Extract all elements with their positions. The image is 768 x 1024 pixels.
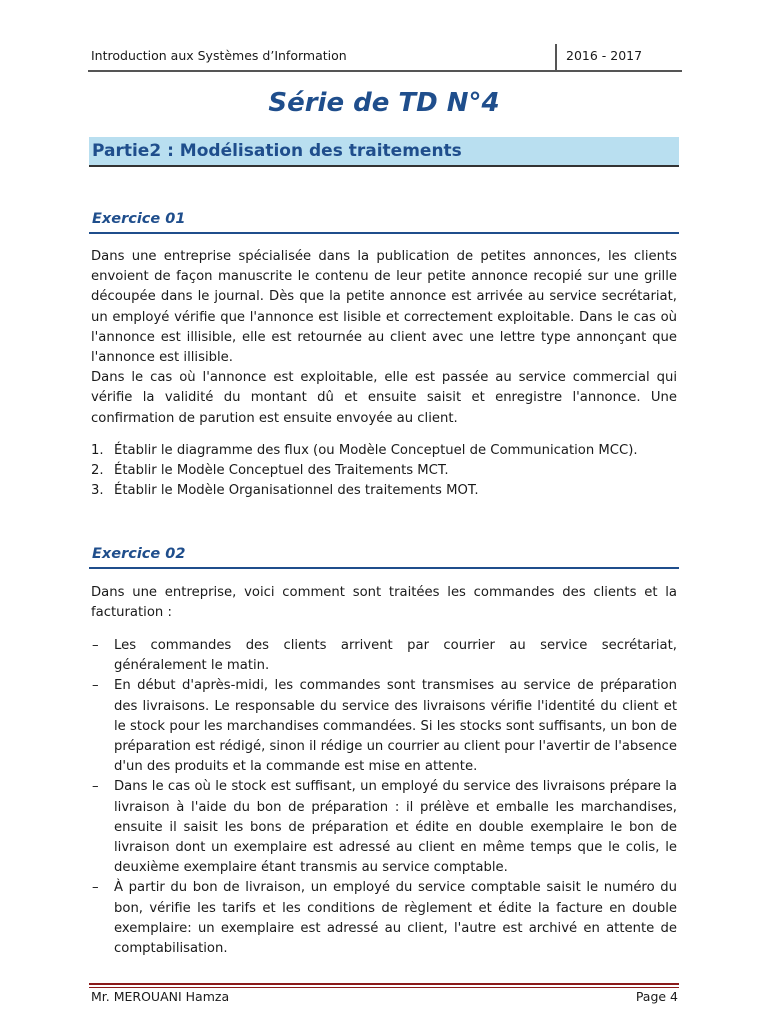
task-number: 2. [91, 463, 104, 479]
dash-bullet: – [92, 779, 99, 795]
task-text: Établir le diagramme des flux (ou Modèle Conceptuel de Communication MCC). [114, 443, 638, 458]
exercise-1-statement [91, 247, 677, 429]
process-text: Les commandes des clients arrivent par courrier au service secrétariat, généralement le matin. [114, 638, 677, 674]
page-header [88, 44, 682, 72]
dash-bullet: – [92, 678, 99, 694]
task-number: 1. [91, 443, 104, 458]
academic-year: 2016 - 2017 [566, 48, 643, 63]
footer-rule [89, 983, 679, 985]
process-item [91, 777, 677, 878]
dash-bullet: – [92, 638, 99, 653]
task-number: 3. [91, 483, 104, 499]
task-item [91, 461, 677, 481]
task-item [91, 481, 677, 501]
process-item [91, 676, 677, 777]
task-text: Établir le Modèle Conceptuel des Traitements MCT. [114, 463, 449, 479]
exercise-1-paragraph: Dans le cas où l'annonce est exploitable, elle est passée au service commercial qui vérifie la validité du montant dû et ensuite saisit et enregistre l'annonce. Une confirmation de parution est ensuite envoyée au client. [91, 370, 677, 426]
course-title: Introduction aux Systèmes d’Information [91, 48, 347, 63]
process-text: À partir du bon de livraison, un employé du service comptable saisit le numéro du bon, vérifie les tarifs et les conditions de règlement et édite la facture en double exemplaire: un exemplaire est adressé au client, l'autre est archivé en attente de comptabilisation. [114, 880, 677, 957]
page-number: Page 4 [635, 989, 678, 1004]
process-text: En début d'après-midi, les commandes sont transmises au service de préparation des livraisons. Le responsable du service des livraisons vérifie l'identité du client et le stock pour les marchandises commandées. Si les stocks sont suffisants, un bon de préparation est rédigé, sinon il rédige un courrier au client pour l'avertir de l'absence d'un des produits et la commande est mise en attente. [114, 678, 677, 775]
exercise-2-intro [91, 583, 677, 623]
exercise-1-paragraph: Dans une entreprise spécialisée dans la publication de petites annonces, les clients envoient de façon manuscrite le contenu de leur petite annonce recopié sur une grille découpée dans le journal. Dès que la petite annonce est arrivée au service secrétariat, un employé vérifie que l'annonce est lisible et correctement exploitable. Dans le cas où l'annonce est illisible, elle est retournée au client avec une lettre type annonçant que l'annonce est illisible. [91, 249, 677, 366]
header-divider [555, 44, 557, 72]
part-heading-box [89, 137, 679, 167]
process-text: Dans le cas où le stock est suffisant, un employé du service des livraisons prépare la livraison à l'aide du bon de préparation : il prélève et emballe les marchandises, ensuite il saisit les bons de préparation et édite en double exemplaire le bon de livraison dont un exemplaire est adressé au client en même temps que le colis, le deuxième exemplaire étant transmis au service comptable. [114, 779, 677, 876]
exercise-2-intro-text: Dans une entreprise, voici comment sont traitées les commandes des clients et la facturation : [91, 585, 677, 621]
footer-rule [89, 987, 679, 988]
exercise-1-heading: Exercice 01 [92, 211, 186, 227]
dash-bullet: – [92, 880, 99, 896]
process-item [91, 878, 677, 959]
task-item [91, 441, 677, 461]
exercise-1-task-list [91, 441, 677, 502]
exercise-1-heading-box [89, 210, 679, 234]
document-title: Série de TD N°4 [268, 88, 500, 118]
exercise-2-heading: Exercice 02 [92, 546, 186, 562]
part-heading: Partie2 : Modélisation des traitements [92, 141, 462, 161]
process-item [91, 636, 677, 676]
exercise-2-heading-box [89, 545, 679, 569]
task-text: Établir le Modèle Organisationnel des traitements MOT. [114, 483, 479, 499]
footer-author: Mr. MEROUANI Hamza [91, 989, 230, 1004]
exercise-2-process-list [91, 636, 677, 959]
